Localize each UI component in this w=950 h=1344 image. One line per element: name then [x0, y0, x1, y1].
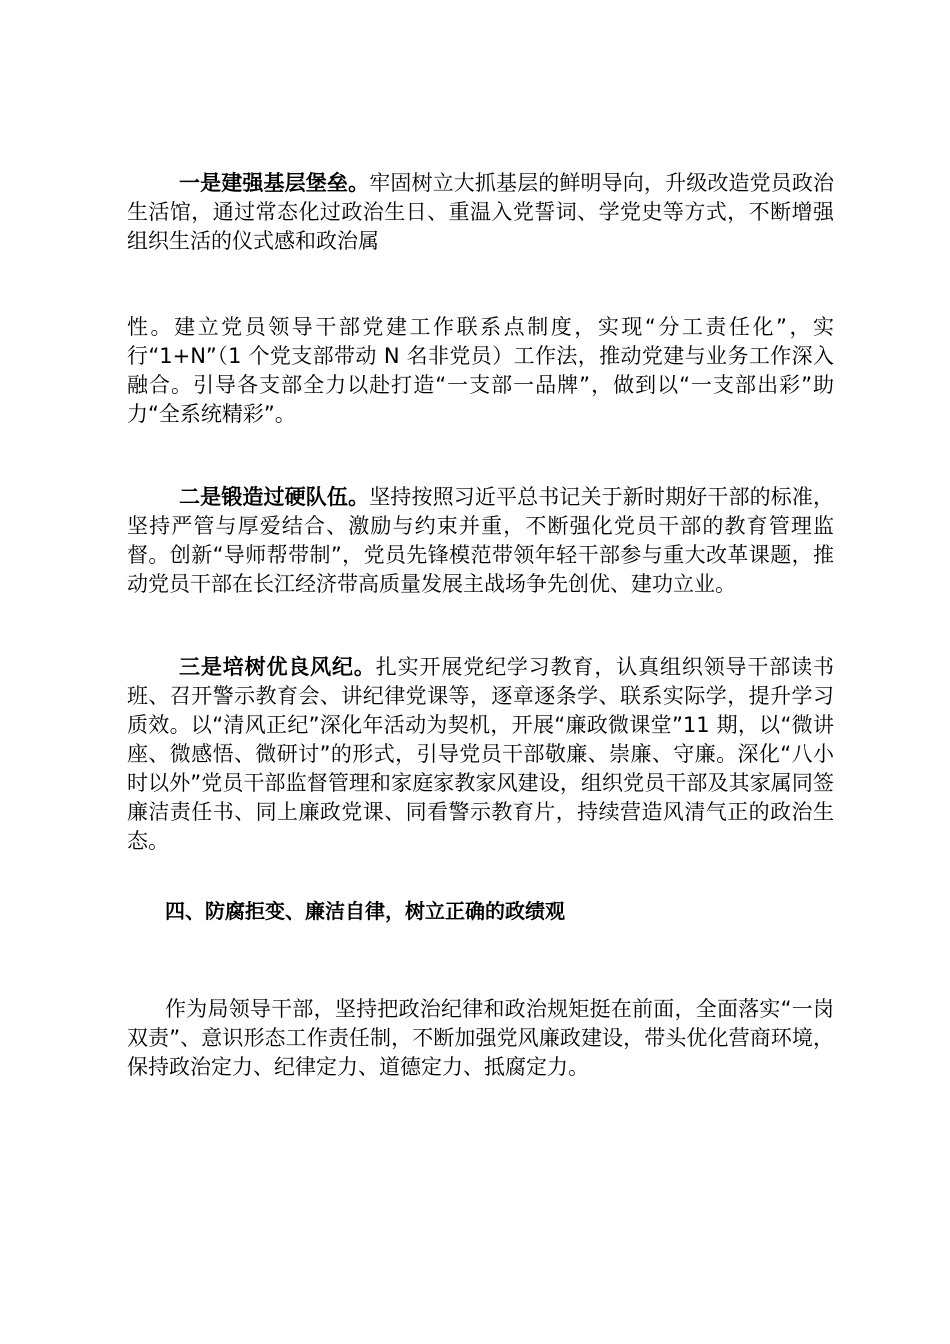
- paragraph-forge-team: [127, 483, 834, 599]
- paragraph-discipline: [127, 653, 834, 856]
- paragraph-leadership: [127, 995, 834, 1082]
- paragraph-continuation: [127, 313, 834, 429]
- paragraph-body: 牢固树立大抓基层的鲜明导向，升级改造党员政治生活馆，通过常态化过政治生日、重温入党誓词、学党史等方式，不断增强组织生活的仪式感和政治属: [127, 171, 835, 253]
- paragraph-body: 性。建立党员领导干部党建工作联系点制度，实现“分工责任化”，实行“1+N”（1 个党支部带动 N 名非党员）工作法，推动党建与业务工作深入融合。引导各支部全力以赴打造“一支部一品牌”，做到以“一支部出彩”助力“全系统精彩”。: [127, 315, 834, 426]
- paragraph-lead: 一是建强基层堡垒。: [179, 171, 370, 195]
- paragraph-body: 作为局领导干部，坚持把政治纪律和政治规矩挺在前面，全面落实“一岗双责”、意识形态工作责任制，不断加强党风廉政建设，带头优化营商环境，保持政治定力、纪律定力、道德定力、抵腐定力。: [127, 997, 834, 1079]
- section-heading: 四、防腐拒变、廉洁自律，树立正确的政绩观: [165, 899, 565, 923]
- paragraph-strengthen-grassroots: [127, 169, 834, 256]
- paragraph-body: 扎实开展党纪学习教育，认真组织领导干部读书班、召开警示教育会、讲纪律党课等，逐章逐条学、联系实际学，提升学习质效。以“清风正纪”深化年活动为契机，开展“廉政微课堂”11 期，以“微讲座、微感悟、微研讨”的形式，引导党员干部敬廉、崇廉、守廉。深化“八小时以外”党员干部监督管理和家庭家教家风建设，组织党员干部及其家属同签廉洁责任书、同上廉政党课、同看警示教育片，持续营造风清气正的政治生态。: [127, 655, 835, 853]
- paragraph-lead: 二是锻造过硬队伍。: [179, 485, 370, 509]
- paragraph-lead: 三是培树优良风纪。: [179, 655, 376, 679]
- paragraph-body: 坚持按照习近平总书记关于新时期好干部的标准，坚持严管与厚爱结合、激励与约束并重，不断强化党员干部的教育管理监督。创新“导师帮带制”，党员先锋模范带领年轻干部参与重大改革课题，推动党员干部在长江经济带高质量发展主战场争先创优、建功立业。: [127, 485, 835, 596]
